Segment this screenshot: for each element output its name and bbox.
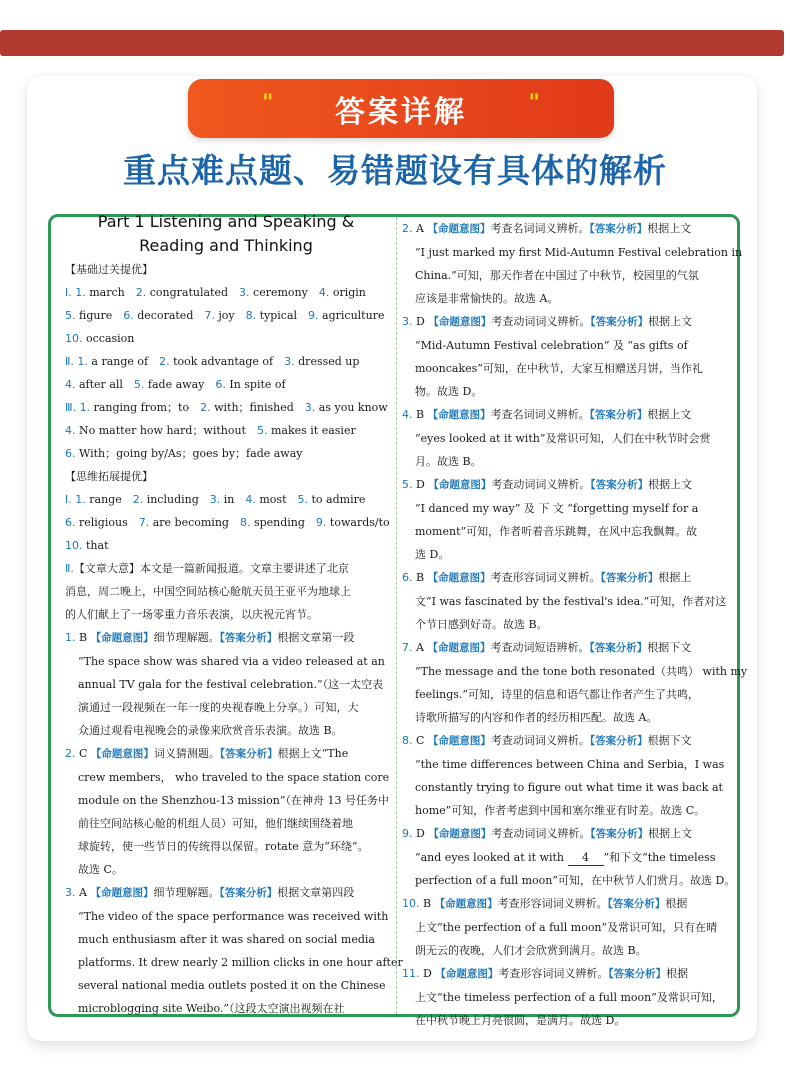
item-number: 4. (318, 286, 330, 299)
question-head (402, 310, 726, 334)
question-explanation-11 (402, 962, 726, 1032)
analysis-text: 根据文章第一段 (277, 631, 355, 644)
analysis-text: 根据上文 (648, 478, 693, 491)
analysis-text: 根据上文 (648, 315, 693, 328)
item-number: 10. (65, 539, 83, 552)
item-answer: religious (79, 516, 128, 529)
item-answer: to admire (311, 493, 366, 506)
explanation-line: 诗歌所描写的内容和作者的经历相匹配。故选 A。 (415, 711, 658, 724)
column-divider (396, 217, 397, 1014)
intent-text: 考查形容词词义辨析。 (490, 571, 601, 584)
intent-text: 考查动词词义辨析。 (491, 315, 591, 328)
banner-title: 答案详解 (335, 95, 467, 130)
item-number: 6. (123, 309, 134, 322)
analysis-text: 根据上文 (648, 827, 693, 840)
explanation-line: 选 D。 (415, 548, 450, 561)
answer-row (65, 350, 387, 373)
question-head (402, 822, 726, 846)
question-head (402, 403, 726, 427)
explanation-line: 月。故选 B。 (415, 455, 482, 468)
question-explanation (402, 473, 726, 566)
item-answer: congratulated (149, 286, 229, 299)
item-answer: figure (79, 309, 113, 322)
answer-sheet-frame (48, 212, 748, 1027)
explanation-line: China.”可知，那天作者在中国过了中秋节，校园里的气氛 (415, 269, 699, 282)
intent-text: 考查形容词词义辨析。 (497, 897, 608, 910)
analysis-tag: 【答案分析】 (589, 735, 648, 747)
answer-row (65, 304, 387, 327)
analysis-tag: 【答案分析】 (607, 898, 666, 910)
analysis-text: 根据 (666, 967, 689, 980)
part-title-line-1: Part 1 Listening and Speaking & (97, 212, 355, 231)
explanation-line: crew members， who traveled to the space station core (78, 771, 390, 784)
explanation-line: several national media outlets posted it on the Chinese (78, 979, 386, 992)
question-head (402, 636, 726, 660)
question-head (65, 881, 387, 905)
answer-letter: D (416, 478, 425, 491)
intent-tag: 【命题意图】 (427, 409, 491, 421)
answer-letter: D (416, 315, 425, 328)
item-number: 1. (79, 401, 91, 414)
item-answer: with；finished (214, 401, 294, 414)
intent-tag: 【命题意图】 (428, 828, 492, 840)
question-head (402, 962, 726, 986)
explanation-line: “The space show was shared via a video released at an (78, 655, 385, 668)
answer-row (65, 488, 387, 511)
item-number: 5. (256, 424, 268, 437)
intent-text: 考查名词词义辨析。 (490, 408, 590, 421)
intent-tag: 【命题意图】 (427, 735, 491, 747)
explanation-line: home”可知，作者考虑到中国和塞尔维亚有时差。故选 C。 (415, 804, 706, 817)
answer-letter: C (79, 747, 88, 760)
item-number: 8. (245, 309, 257, 322)
item-number: 3. (239, 286, 250, 299)
summary-line: 的人们献上了一场零重力音乐表演，以庆祝元宵节。 (65, 608, 318, 621)
answer-row (65, 327, 387, 350)
item-answer: that (86, 539, 109, 552)
item-number: 7. (204, 309, 215, 322)
analysis-tag: 【答案分析】 (589, 223, 648, 235)
analysis-tag: 【答案分析】 (600, 572, 659, 584)
question-explanation-3 (65, 881, 403, 1020)
analysis-text: 根据 (665, 897, 688, 910)
explanation-line: 上文“the timeless perfection of a full moon”及常识可知， (415, 991, 723, 1004)
explanation-line: 球旋转，使一些节日的传统得以保留。rotate 意为“环绕”。 (78, 840, 369, 853)
right-items (402, 217, 748, 822)
item-number: 6. (215, 378, 226, 391)
item-number: 5. (65, 309, 76, 322)
answer-letter: D (423, 967, 432, 980)
item-answer: makes it easier (270, 424, 356, 437)
item-number: 10. (65, 332, 83, 345)
explanation-line: 故选 C。 (78, 863, 123, 876)
item-answer: a range of (91, 355, 149, 368)
analysis-text: 根据上文 (647, 408, 692, 421)
item-answer: dressed up (298, 355, 360, 368)
intent-text: 考查形容词词义辨析。 (498, 967, 609, 980)
explanation-line: 物。故选 D。 (415, 385, 483, 398)
summary-line: 消息，周二晚上，中国空间站核心舱航天员王亚平为地球上 (65, 585, 351, 598)
analysis-tag: 【答案分析】 (590, 828, 649, 840)
answer-row (65, 281, 387, 304)
explanation-line: 应该是非常愉快的。故选 A。 (415, 292, 559, 305)
analysis-tag: 【答案分析】 (589, 642, 648, 654)
answer-letter: B (423, 897, 432, 910)
explanation-text: ”和下文“the timeless (603, 851, 716, 864)
intent-tag: 【命题意图】 (427, 572, 491, 584)
item-answer: are becoming (152, 516, 229, 529)
question-explanation (402, 636, 748, 729)
question-explanation (402, 310, 726, 403)
answer-letter: B (416, 571, 425, 584)
answer-row (65, 419, 387, 442)
explanation-line: “eyes looked at it with”及常识可知，人们在中秋节时会赏 (415, 432, 711, 445)
answer-letter: C (416, 734, 425, 747)
roman-numeral: Ⅱ. (65, 562, 74, 575)
intent-text: 考查动词短语辨析。 (490, 641, 590, 654)
item-number: 9. (315, 516, 327, 529)
question-number: 5. (402, 478, 413, 491)
analysis-text: 根据上文 (647, 222, 692, 235)
explanation-line: constantly trying to figure out what time it was back at (415, 781, 723, 794)
intent-text: 细节理解题。 (153, 631, 220, 644)
explanation-line: 朗无云的夜晚，人们才会欣赏到满月。故选 B。 (415, 944, 647, 957)
answer-row (65, 511, 390, 534)
question-head (402, 729, 726, 753)
explanation-line: “I just marked my first Mid-Autumn Festival celebration in (415, 246, 743, 259)
item-answer: ceremony (253, 286, 308, 299)
intent-text: 词义猜测题。 (153, 747, 220, 760)
answer-row (65, 396, 387, 419)
item-answer: spending (253, 516, 305, 529)
item-number: 1. (75, 286, 86, 299)
intent-text: 考查动词词义辨析。 (491, 827, 591, 840)
explanation-line: 演通过一段视频在一年一度的央视春晚上分享。）可知，大 (78, 701, 359, 714)
question-explanation-2 (65, 742, 390, 881)
item-number: 4. (65, 424, 76, 437)
question-explanation-1 (65, 626, 387, 742)
answer-letter: A (416, 222, 424, 235)
question-number: 10. (402, 897, 420, 910)
answer-letter: A (79, 886, 87, 899)
item-number: 2. (200, 401, 211, 414)
question-head (402, 217, 726, 241)
explanation-line: “the time differences between China and Serbia，I was (415, 758, 725, 771)
analysis-text: 根据文章第四段 (277, 886, 355, 899)
answer-row (65, 442, 387, 465)
question-number: 1. (65, 631, 76, 644)
item-number: 4. (245, 493, 256, 506)
question-number: 11. (402, 967, 420, 980)
item-number: 6. (65, 447, 76, 460)
item-answer: origin (332, 286, 366, 299)
intent-tag: 【命题意图】 (428, 479, 492, 491)
item-number: 5. (297, 493, 308, 506)
question-number: 8. (402, 734, 413, 747)
explanation-line (402, 846, 726, 869)
item-number: 1. (77, 355, 88, 368)
analysis-text: 根据上 (658, 571, 692, 584)
analysis-tag: 【答案分析】 (219, 748, 278, 760)
question-explanation-10 (402, 892, 726, 962)
item-number: 3. (209, 493, 221, 506)
answer-letter: B (79, 631, 88, 644)
item-number: Ⅱ. (65, 355, 74, 368)
explanation-line: 上文“the perfection of a full moon”及常识可知，只有在晴 (415, 921, 718, 934)
analysis-tag: 【答案分析】 (590, 479, 649, 491)
question-head (402, 566, 726, 590)
item-answer: joy (218, 309, 235, 322)
item-answer: including (146, 493, 199, 506)
item-number: 2. (132, 493, 144, 506)
item-number: 2. (159, 355, 170, 368)
analysis-tag: 【答案分析】 (589, 409, 648, 421)
item-number: 8. (239, 516, 251, 529)
summary-text: 【文章大意】本文是一篇新闻报道。文章主要讲述了北京 (73, 562, 349, 575)
question-number: 2. (65, 747, 76, 760)
explanation-line: “The video of the space performance was received with (78, 910, 389, 923)
intent-text: 考查动词词义辨析。 (490, 734, 590, 747)
item-answer: range (89, 493, 122, 506)
analysis-text: 根据下文 (647, 734, 692, 747)
intent-tag: 【命题意图】 (428, 316, 492, 328)
explanation-line: module on the Shenzhou-13 mission”（在神舟 13 号任务中 (78, 794, 390, 807)
item-number: Ⅰ. (65, 493, 72, 506)
intent-tag: 【命题意图】 (435, 968, 499, 980)
answer-row (65, 534, 387, 557)
intent-tag: 【命题意图】 (434, 898, 498, 910)
item-answer: With；going by/As；goes by；fade away (79, 447, 303, 460)
intent-text: 细节理解题。 (153, 886, 220, 899)
intent-tag: 【命题意图】 (427, 642, 491, 654)
explanation-line: feelings.”可知，诗里的信息和语气都让作者产生了共鸣， (415, 688, 700, 701)
answer-letter: D (416, 827, 425, 840)
analysis-text: 根据下文 (647, 641, 692, 654)
answer-letter: B (416, 408, 425, 421)
summary-line (65, 557, 387, 580)
item-number: 9. (308, 309, 319, 322)
explanation-line: perfection of a full moon”可知，在中秋节人们赏月。故选 D。 (415, 874, 736, 887)
question-head (402, 473, 726, 497)
question-explanation-9 (402, 822, 736, 892)
explanation-line: much enthusiasm after it was shared on social media (78, 933, 375, 946)
question-number: 7. (402, 641, 413, 654)
item-answer: in (223, 493, 235, 506)
question-explanation (402, 403, 726, 473)
question-number: 2. (402, 222, 413, 235)
item-number: 7. (138, 516, 150, 529)
item-answer: took advantage of (173, 355, 274, 368)
blank-number: 4 (568, 851, 604, 866)
part-title (65, 210, 387, 258)
item-number: Ⅰ. (65, 286, 72, 299)
explanation-line: 在中秋节晚上月亮很圆，是满月。故选 D。 (415, 1014, 626, 1027)
answer-letter: A (416, 641, 424, 654)
item-answer: after all (79, 378, 123, 391)
item-answer: fade away (147, 378, 205, 391)
item-answer: agriculture (322, 309, 385, 322)
item-answer: occasion (86, 332, 135, 345)
section-heading-basic: 【基础过关提优】 (65, 263, 153, 276)
question-explanation (402, 729, 726, 822)
explanation-line: microblogging site Weibo.”（这段太空演出视频在社 (78, 1002, 345, 1015)
question-number: 6. (402, 571, 413, 584)
intent-tag: 【命题意图】 (90, 748, 154, 760)
question-number: 4. (402, 408, 413, 421)
intent-text: 考查动词词义辨析。 (491, 478, 591, 491)
page-headline: 重点难点题、易错题设有具体的解析 (123, 151, 667, 190)
explanation-line: platforms. It drew nearly 2 million clicks in one hour after (78, 956, 403, 969)
question-number: 9. (402, 827, 413, 840)
item-number: 1. (75, 493, 86, 506)
explanation-line: “The message and the tone both resonated（共鸣） with my (415, 665, 748, 678)
question-explanation (402, 217, 743, 310)
explanation-line: moment”可知，作者听着音乐跳舞，在风中忘我飘舞。故 (415, 525, 698, 538)
analysis-tag: 【答案分析】 (219, 632, 278, 644)
item-number: 5. (133, 378, 145, 391)
intent-text: 考查名词词义辨析。 (490, 222, 590, 235)
quote-mark-left: " (262, 91, 274, 116)
question-explanation (402, 566, 726, 636)
top-banner-bar (0, 30, 784, 56)
item-answer: decorated (137, 309, 194, 322)
item-number: 3. (304, 401, 316, 414)
analysis-text: 根据上文“The (277, 747, 349, 760)
item-answer: In spite of (229, 378, 286, 391)
quote-mark-right: " (528, 91, 540, 116)
item-number: 2. (135, 286, 147, 299)
answer-row (65, 373, 387, 396)
intent-tag: 【命题意图】 (90, 632, 154, 644)
item-number: 3. (284, 355, 295, 368)
left-column (65, 212, 403, 1020)
item-answer: march (89, 286, 125, 299)
item-answer: as you know (318, 401, 388, 414)
item-answer: typical (259, 309, 298, 322)
intent-tag: 【命题意图】 (90, 887, 154, 899)
analysis-tag: 【答案分析】 (590, 316, 649, 328)
question-number: 3. (65, 886, 76, 899)
section-heading-extension: 【思维拓展提优】 (65, 470, 153, 483)
item-number: Ⅲ. (65, 401, 77, 414)
part-title-line-2: Reading and Thinking (139, 236, 313, 255)
explanation-line: 个节日感到好奇。故选 B。 (415, 618, 548, 631)
intent-tag: 【命题意图】 (427, 223, 491, 235)
explanation-line: annual TV gala for the festival celebration.”（这一太空表 (78, 678, 384, 691)
item-answer: No matter how hard；without (79, 424, 246, 437)
question-head (402, 892, 726, 916)
item-answer: ranging from；to (93, 401, 190, 414)
explanation-line: 众通过观看电视晚会的录像来欣赏音乐表演。故选 B。 (78, 724, 343, 737)
question-number: 3. (402, 315, 413, 328)
item-answer: towards/to (329, 516, 390, 529)
item-number: 4. (65, 378, 76, 391)
explanation-line: 文“I was fascinated by the festival's idea.”可知，作者对这 (415, 595, 727, 608)
analysis-tag: 【答案分析】 (219, 887, 278, 899)
item-number: 6. (65, 516, 76, 529)
explanation-line: “I danced my way” 及 下 文 “forgetting myself for a (415, 502, 699, 515)
explanation-line: 前往空间站核心舱的机组人员）可知，他们继续围绕着地 (78, 817, 353, 830)
explanation-line: “Mid-Autumn Festival celebration” 及 “as gifts of (415, 339, 688, 352)
question-head (65, 626, 387, 650)
answer-explanation-banner (188, 79, 614, 138)
question-head (65, 742, 387, 766)
right-column (402, 217, 748, 1032)
explanation-text: “and eyes looked at it with (415, 851, 565, 864)
explanation-line: mooncakes”可知，在中秋节，大家互相赠送月饼，当作礼 (415, 362, 703, 375)
analysis-tag: 【答案分析】 (608, 968, 667, 980)
item-answer: most (259, 493, 287, 506)
